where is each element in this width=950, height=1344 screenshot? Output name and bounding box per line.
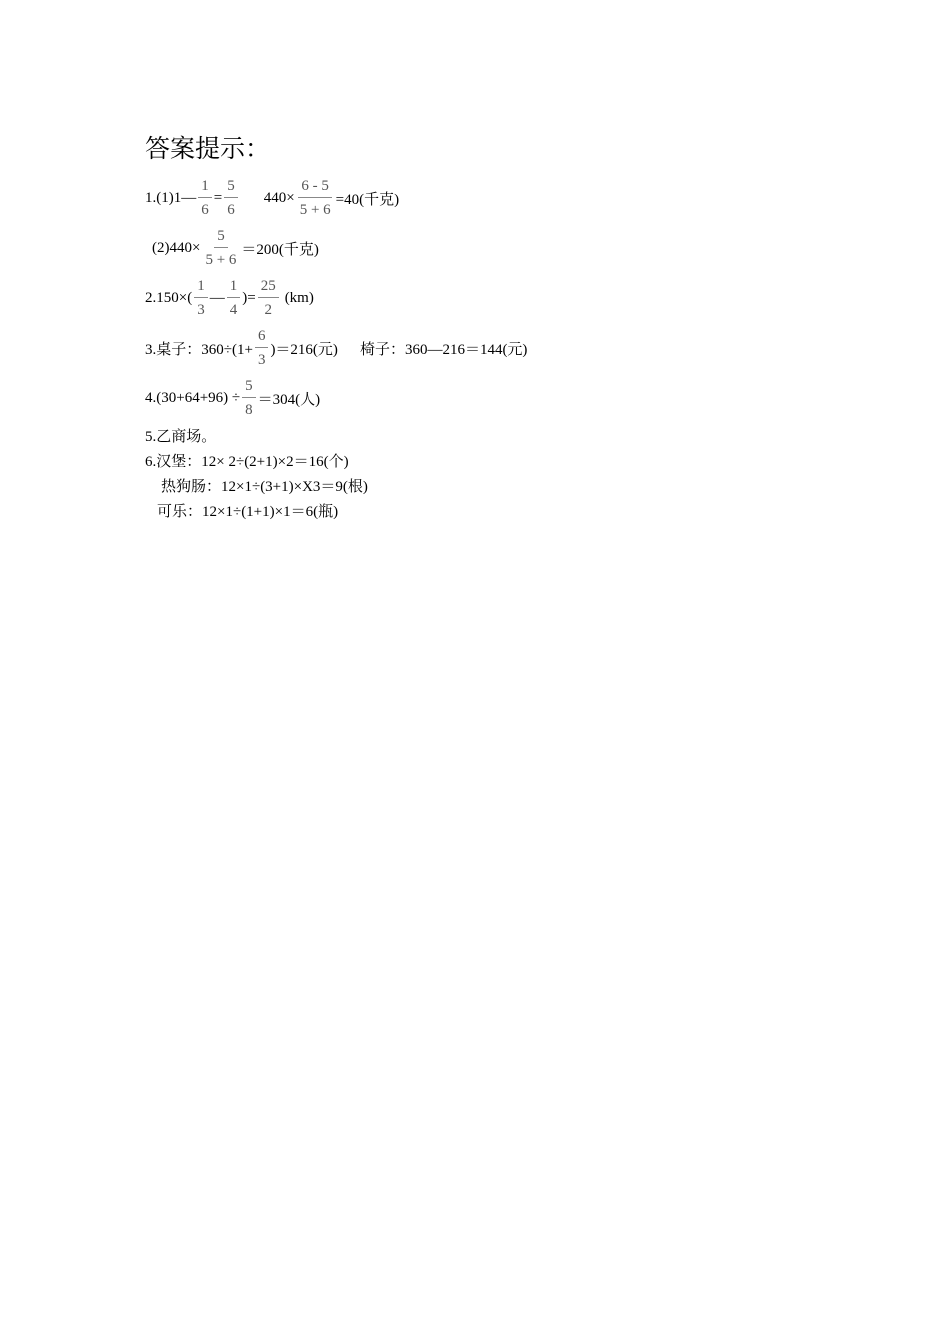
q2-fraction-3 xyxy=(258,277,279,319)
q5-text: 5.乙商场。 xyxy=(145,428,217,445)
q6-hotdog: 热狗肠：12×1÷(3+1)×X3＝9(根) xyxy=(161,478,368,495)
fraction-numerator: 5 xyxy=(242,377,256,398)
q1-a-equals: = xyxy=(213,189,223,206)
q6-burger: 6.汉堡：12× 2÷(2+1)×2＝16(个) xyxy=(145,453,349,470)
q1-c-prefix: (2)440× xyxy=(152,239,201,256)
q5-line xyxy=(145,424,216,446)
fraction-denominator: 5 + 6 xyxy=(205,252,237,268)
fraction-numerator: 6 - 5 xyxy=(298,177,332,198)
q1-c-suffix: ＝200(千克) xyxy=(241,241,319,258)
q2-fraction-1 xyxy=(194,277,208,319)
q3-second: 椅子：360—216＝144(元) xyxy=(359,341,528,358)
q6-cola: 可乐：12×1÷(1+1)×1＝6(瓶) xyxy=(157,503,339,520)
q6-line-2 xyxy=(161,474,368,496)
q1-c-fraction xyxy=(202,227,239,269)
fraction-numerator: 1 xyxy=(227,277,241,298)
q3-suffix: )＝216(元) xyxy=(270,341,338,358)
q3-prefix: 3.桌子：360÷(1+ xyxy=(145,341,253,358)
q3-fraction xyxy=(255,327,269,369)
fraction-denominator: 3 xyxy=(257,352,266,368)
fraction-denominator: 3 xyxy=(197,302,205,318)
q2-fraction-2 xyxy=(227,277,241,319)
q4-fraction xyxy=(242,377,256,419)
q1-b-fraction xyxy=(297,177,334,219)
fraction-numerator: 6 xyxy=(255,327,269,348)
fraction-denominator: 2 xyxy=(264,302,272,318)
q1-line-1 xyxy=(145,176,399,220)
q3-line xyxy=(145,326,527,370)
q2-line xyxy=(145,276,314,320)
q2-minus: — xyxy=(209,289,225,306)
q2-prefix: 2.150×( xyxy=(145,289,193,306)
q6-line-1 xyxy=(145,449,349,471)
fraction-denominator: 4 xyxy=(229,302,238,318)
q1-line-2 xyxy=(152,226,319,270)
fraction-denominator: 6 xyxy=(227,202,235,218)
fraction-denominator: 5 + 6 xyxy=(299,202,331,218)
q1-a-fraction-2 xyxy=(224,177,238,219)
fraction-denominator: 8 xyxy=(245,402,253,418)
fraction-numerator: 1 xyxy=(198,177,212,198)
q2-unit: (km) xyxy=(284,289,314,306)
q1-b-suffix: =40(千克) xyxy=(335,191,400,208)
fraction-numerator: 1 xyxy=(194,277,208,298)
q1-b-prefix: 440× xyxy=(263,189,295,206)
answer-hint-title: 答案提示： xyxy=(145,134,271,163)
fraction-numerator: 25 xyxy=(258,277,279,298)
q2-equals: )= xyxy=(242,289,256,306)
q4-suffix: ＝304(人) xyxy=(257,391,321,408)
q1-a-fraction-1 xyxy=(198,177,212,219)
q6-line-3 xyxy=(157,499,338,521)
fraction-numerator: 5 xyxy=(214,227,228,248)
q4-line xyxy=(145,376,320,420)
fraction-denominator: 6 xyxy=(201,202,209,218)
fraction-numerator: 5 xyxy=(224,177,238,198)
q4-prefix: 4.(30+64+96) ÷ xyxy=(145,389,241,406)
q1-a-prefix: 1.(1)1— xyxy=(145,189,197,206)
